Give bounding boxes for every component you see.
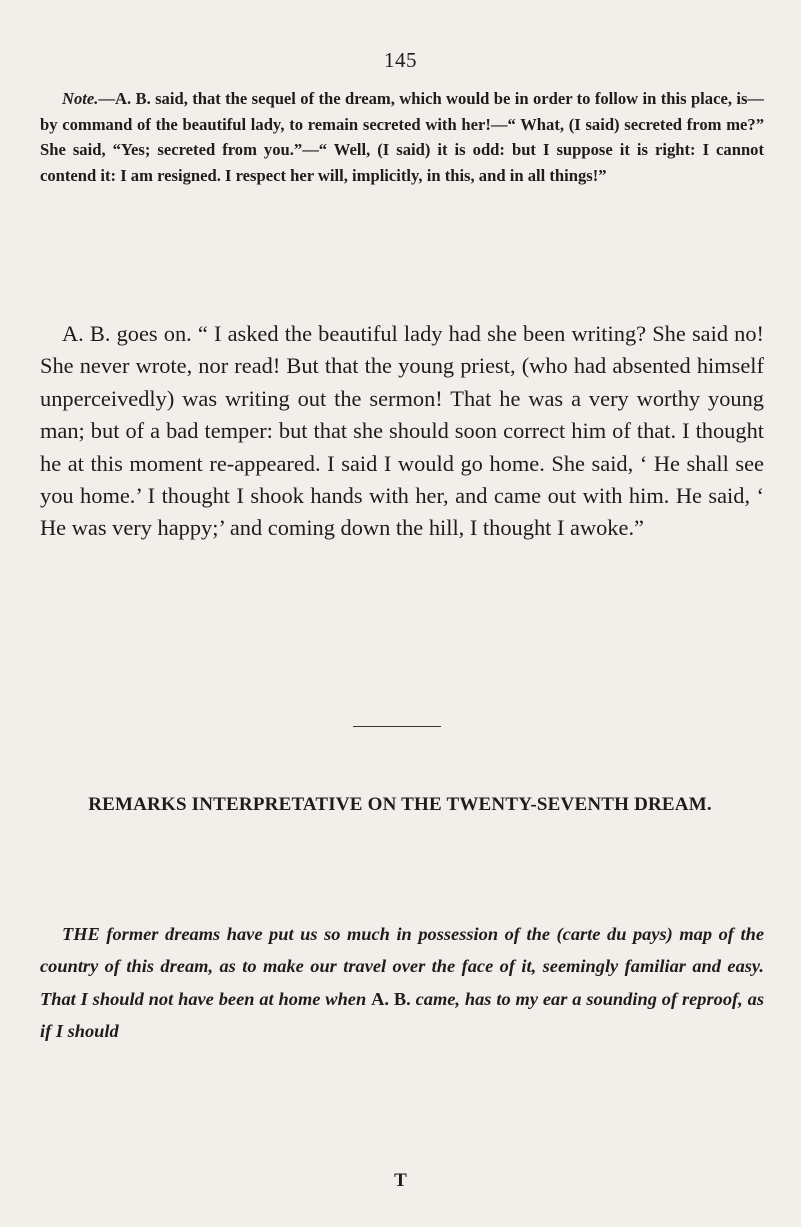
remarks-paragraph xyxy=(40,918,764,1048)
note-body: —A. B. said, that the sequel of the dream, which would be in order to follow in this place, is—by command of the beautiful lady, to remain secreted with her!—“ What, (I said) secreted from me?” She said, “Yes; secreted from you.”—“ Well, (I said) it is odd: but I suppose it is right: I cannot contend it: I am resigned. I respect her will, implicitly, in this, and in all things!” xyxy=(40,89,764,185)
note-lead: Note. xyxy=(62,89,99,108)
note-paragraph xyxy=(40,86,764,188)
remarks-name: A. B. xyxy=(371,988,411,1009)
remarks-text-part2: came, has to my ear a sounding of reproof, as if I should xyxy=(40,988,764,1042)
signature-mark: T xyxy=(394,1170,407,1191)
remarks-text-part1: THE former dreams have put us so much in possession of the (carte du pays) map of the country of this dream, as to make our travel over the face of it, seemingly familiar and easy. That I should not have been at home when xyxy=(40,924,764,1009)
section-heading: REMARKS INTERPRETATIVE ON THE TWENTY-SEVENTH DREAM. xyxy=(88,794,712,815)
section-divider xyxy=(353,726,441,727)
page-number: 145 xyxy=(384,48,417,72)
narrative-paragraph: A. B. goes on. “ I asked the beautiful lady had she been writing? She said no! She never wrote, nor read! But that the young priest, (who had absented himself unperceivedly) was writing out the sermon! That he was a very worthy young man; but of a bad temper: but that she should soon correct him of that. I thought he at this moment re-appeared. I said I would go home. She said, ‘ He shall see you home.’ I thought I shook hands with her, and came out with him. He said, ‘ He was very happy;’ and coming down the hill, I thought I awoke.” xyxy=(40,321,764,541)
